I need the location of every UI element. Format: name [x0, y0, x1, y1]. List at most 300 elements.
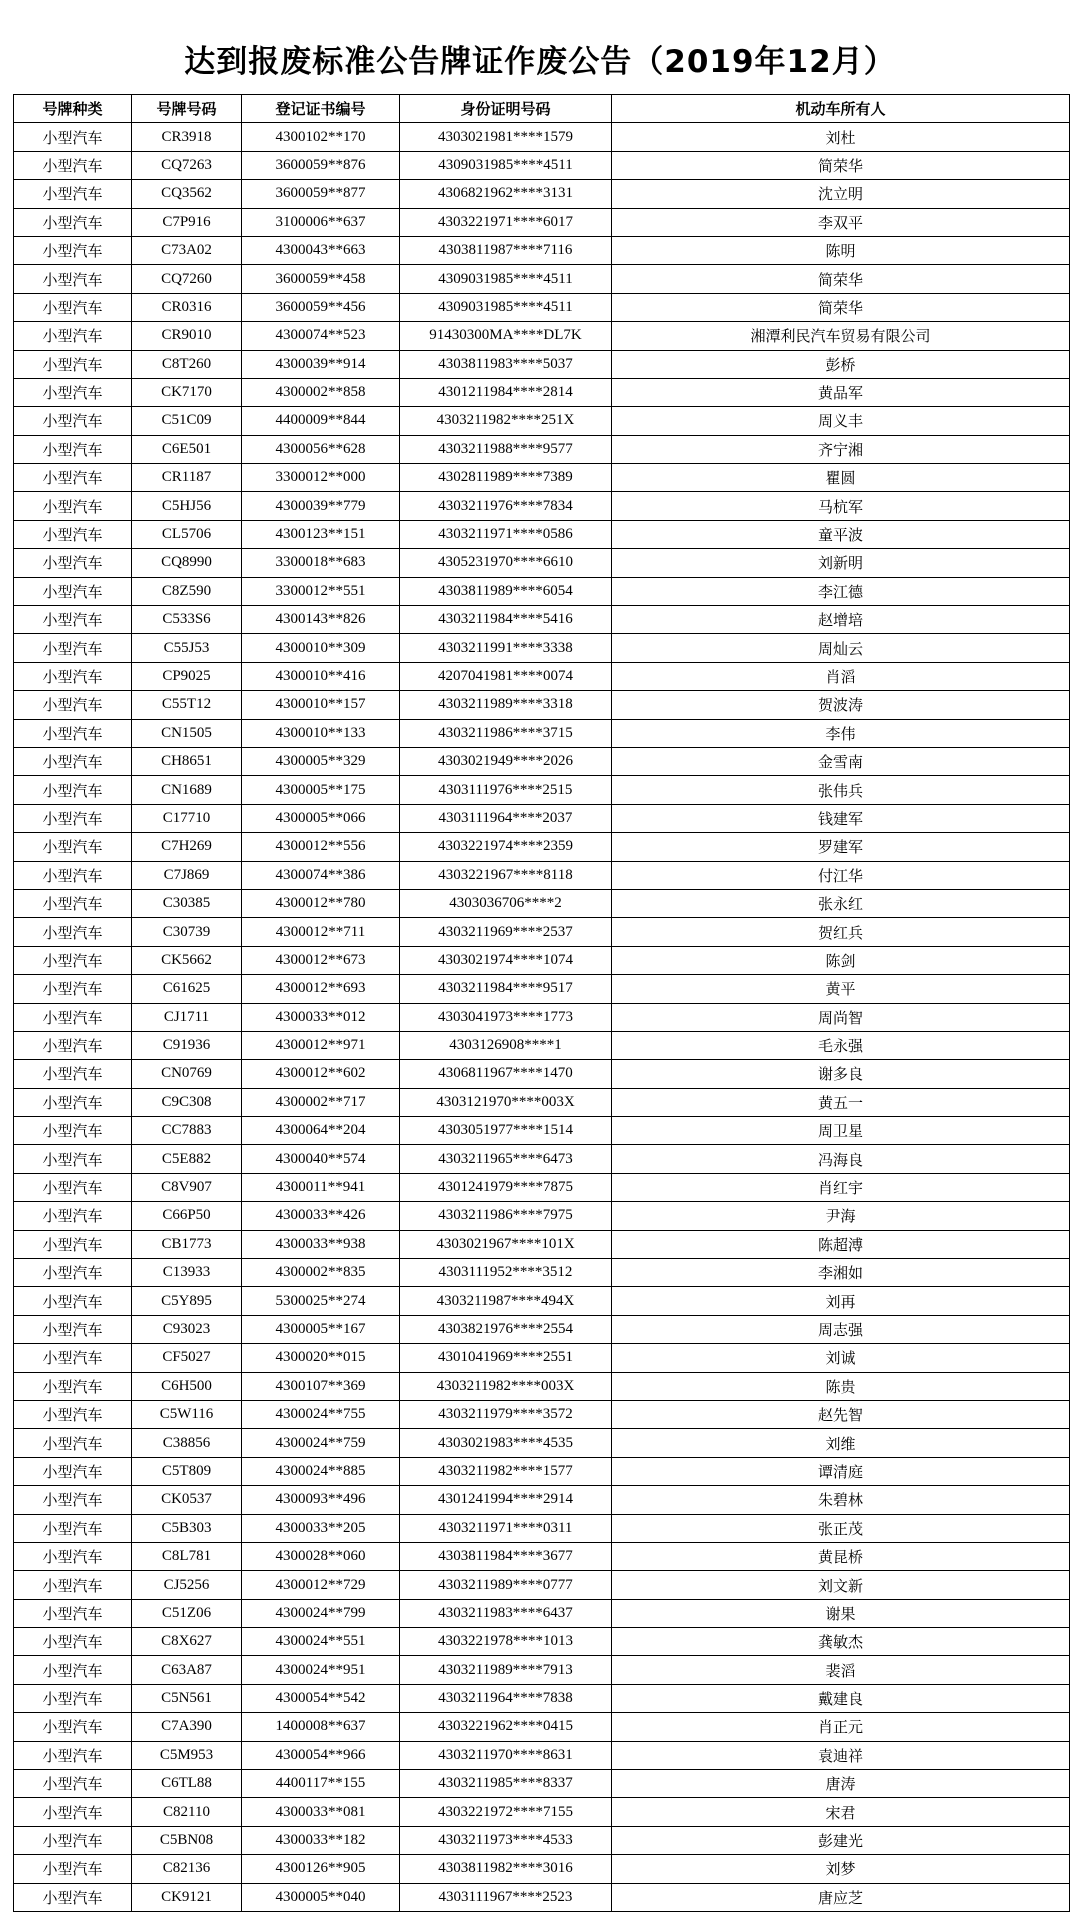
certificate-number-cell: 4300005**066	[242, 804, 400, 832]
plate-number-cell: CQ3562	[132, 180, 242, 208]
plate-type-cell: 小型汽车	[14, 1315, 132, 1343]
table-row	[14, 1826, 1070, 1854]
id-number-cell: 4303211986****3715	[400, 719, 612, 747]
table-row	[14, 776, 1070, 804]
id-number-cell: 4309031985****4511	[400, 293, 612, 321]
id-number-cell: 4303211991****3338	[400, 634, 612, 662]
owner-cell: 陈超溥	[612, 1230, 1070, 1258]
plate-type-cell: 小型汽车	[14, 946, 132, 974]
plate-type-cell: 小型汽车	[14, 293, 132, 321]
id-number-cell: 4303211973****4533	[400, 1826, 612, 1854]
id-number-cell: 4303021974****1074	[400, 946, 612, 974]
plate-number-cell: CB1773	[132, 1230, 242, 1258]
plate-number-cell: CQ7263	[132, 151, 242, 179]
table-row	[14, 1259, 1070, 1287]
table-row	[14, 265, 1070, 293]
id-number-cell: 4303211989****3318	[400, 691, 612, 719]
table-row	[14, 1372, 1070, 1400]
table-row	[14, 1656, 1070, 1684]
plate-type-cell: 小型汽车	[14, 634, 132, 662]
plate-type-cell: 小型汽车	[14, 1372, 132, 1400]
owner-cell: 钱建军	[612, 804, 1070, 832]
table-row	[14, 1344, 1070, 1372]
plate-number-cell: CK5662	[132, 946, 242, 974]
plate-number-cell: C8T260	[132, 350, 242, 378]
owner-cell: 罗建军	[612, 833, 1070, 861]
certificate-number-cell: 4300074**386	[242, 861, 400, 889]
owner-cell: 赵先智	[612, 1400, 1070, 1428]
plate-number-cell: C5B303	[132, 1514, 242, 1542]
table-row	[14, 322, 1070, 350]
plate-type-cell: 小型汽车	[14, 123, 132, 151]
id-number-cell: 4303211984****9517	[400, 975, 612, 1003]
plate-number-cell: CC7883	[132, 1117, 242, 1145]
plate-type-cell: 小型汽车	[14, 378, 132, 406]
certificate-number-cell: 5300025**274	[242, 1287, 400, 1315]
id-number-cell: 4303211983****6437	[400, 1599, 612, 1627]
certificate-number-cell: 4300024**759	[242, 1429, 400, 1457]
certificate-number-cell: 4300012**693	[242, 975, 400, 1003]
id-number-cell: 4303211976****7834	[400, 492, 612, 520]
plate-type-cell: 小型汽车	[14, 322, 132, 350]
table-row	[14, 1628, 1070, 1656]
plate-type-cell: 小型汽车	[14, 1486, 132, 1514]
certificate-number-cell: 4300033**426	[242, 1202, 400, 1230]
plate-number-cell: C6H500	[132, 1372, 242, 1400]
plate-type-cell: 小型汽车	[14, 804, 132, 832]
table-row	[14, 861, 1070, 889]
plate-number-cell: CR9010	[132, 322, 242, 350]
table-row	[14, 1287, 1070, 1315]
id-number-cell: 4301041969****2551	[400, 1344, 612, 1372]
owner-cell: 刘杜	[612, 123, 1070, 151]
owner-cell: 彭桥	[612, 350, 1070, 378]
owner-cell: 宋君	[612, 1798, 1070, 1826]
id-number-cell: 4303221962****0415	[400, 1713, 612, 1741]
certificate-number-cell: 4300126**905	[242, 1855, 400, 1883]
plate-number-cell: CP9025	[132, 662, 242, 690]
owner-cell: 周志强	[612, 1315, 1070, 1343]
certificate-number-cell: 4300010**416	[242, 662, 400, 690]
plate-number-cell: C13933	[132, 1259, 242, 1287]
table-row	[14, 719, 1070, 747]
certificate-number-cell: 4300010**133	[242, 719, 400, 747]
plate-type-cell: 小型汽车	[14, 833, 132, 861]
certificate-number-cell: 4400009**844	[242, 407, 400, 435]
id-number-cell: 4301241979****7875	[400, 1173, 612, 1201]
owner-cell: 李伟	[612, 719, 1070, 747]
id-number-cell: 4303811984****3677	[400, 1542, 612, 1570]
id-number-cell: 4303211964****7838	[400, 1684, 612, 1712]
certificate-number-cell: 4300005**040	[242, 1883, 400, 1911]
certificate-number-cell: 4300123**151	[242, 520, 400, 548]
id-number-cell: 4303211971****0586	[400, 520, 612, 548]
certificate-number-cell: 4300024**885	[242, 1457, 400, 1485]
plate-number-cell: C533S6	[132, 606, 242, 634]
plate-type-cell: 小型汽车	[14, 1088, 132, 1116]
owner-cell: 朱碧林	[612, 1486, 1070, 1514]
certificate-number-cell: 4300024**755	[242, 1400, 400, 1428]
table-row	[14, 208, 1070, 236]
header-owner: 机动车所有人	[612, 95, 1070, 123]
table-row	[14, 151, 1070, 179]
id-number-cell: 4303211989****0777	[400, 1571, 612, 1599]
owner-cell: 黄昆桥	[612, 1542, 1070, 1570]
plate-number-cell: C5M953	[132, 1741, 242, 1769]
table-row	[14, 1770, 1070, 1798]
plate-number-cell: CK7170	[132, 378, 242, 406]
id-number-cell: 4303111964****2037	[400, 804, 612, 832]
id-number-cell: 4303811982****3016	[400, 1855, 612, 1883]
certificate-number-cell: 4300143**826	[242, 606, 400, 634]
table-row	[14, 1798, 1070, 1826]
owner-cell: 贺红兵	[612, 918, 1070, 946]
plate-number-cell: CN0769	[132, 1060, 242, 1088]
table-row	[14, 1400, 1070, 1428]
id-number-cell: 4303021981****1579	[400, 123, 612, 151]
certificate-number-cell: 4300033**205	[242, 1514, 400, 1542]
plate-type-cell: 小型汽车	[14, 1344, 132, 1372]
certificate-number-cell: 4300012**556	[242, 833, 400, 861]
id-number-cell: 91430300MA****DL7K	[400, 322, 612, 350]
owner-cell: 李双平	[612, 208, 1070, 236]
table-row	[14, 1486, 1070, 1514]
table-row	[14, 1514, 1070, 1542]
certificate-number-cell: 4300033**938	[242, 1230, 400, 1258]
owner-cell: 刘维	[612, 1429, 1070, 1457]
table-row	[14, 1883, 1070, 1911]
plate-type-cell: 小型汽车	[14, 1798, 132, 1826]
id-number-cell: 4303021949****2026	[400, 747, 612, 775]
plate-type-cell: 小型汽车	[14, 151, 132, 179]
owner-cell: 唐涛	[612, 1770, 1070, 1798]
plate-type-cell: 小型汽车	[14, 975, 132, 1003]
plate-number-cell: C8Z590	[132, 577, 242, 605]
owner-cell: 裴滔	[612, 1656, 1070, 1684]
plate-type-cell: 小型汽车	[14, 1628, 132, 1656]
table-row	[14, 1315, 1070, 1343]
table-row	[14, 123, 1070, 151]
owner-cell: 张正茂	[612, 1514, 1070, 1542]
certificate-number-cell: 3300012**000	[242, 464, 400, 492]
owner-cell: 简荣华	[612, 293, 1070, 321]
plate-type-cell: 小型汽车	[14, 861, 132, 889]
plate-number-cell: C5W116	[132, 1400, 242, 1428]
plate-number-cell: C17710	[132, 804, 242, 832]
id-number-cell: 4207041981****0074	[400, 662, 612, 690]
certificate-number-cell: 4300043**663	[242, 236, 400, 264]
certificate-number-cell: 4300107**369	[242, 1372, 400, 1400]
certificate-number-cell: 4300033**081	[242, 1798, 400, 1826]
id-number-cell: 4303221971****6017	[400, 208, 612, 236]
plate-number-cell: C30739	[132, 918, 242, 946]
certificate-number-cell: 4300012**711	[242, 918, 400, 946]
plate-number-cell: CR3918	[132, 123, 242, 151]
plate-number-cell: C7P916	[132, 208, 242, 236]
plate-type-cell: 小型汽车	[14, 1883, 132, 1911]
certificate-number-cell: 4300054**966	[242, 1741, 400, 1769]
id-number-cell: 4309031985****4511	[400, 265, 612, 293]
table-row	[14, 1429, 1070, 1457]
owner-cell: 湘潭利民汽车贸易有限公司	[612, 322, 1070, 350]
id-number-cell: 4303211986****7975	[400, 1202, 612, 1230]
owner-cell: 黄品军	[612, 378, 1070, 406]
id-number-cell: 4303211989****7913	[400, 1656, 612, 1684]
certificate-number-cell: 4300024**799	[242, 1599, 400, 1627]
plate-number-cell: C5T809	[132, 1457, 242, 1485]
certificate-number-cell: 4300020**015	[242, 1344, 400, 1372]
plate-type-cell: 小型汽车	[14, 1400, 132, 1428]
table-row	[14, 236, 1070, 264]
certificate-number-cell: 4300010**157	[242, 691, 400, 719]
table-header	[14, 95, 1070, 123]
id-number-cell: 4301211984****2814	[400, 378, 612, 406]
certificate-number-cell: 4300005**175	[242, 776, 400, 804]
certificate-number-cell: 4300002**717	[242, 1088, 400, 1116]
owner-cell: 周卫星	[612, 1117, 1070, 1145]
plate-type-cell: 小型汽车	[14, 1656, 132, 1684]
certificate-number-cell: 4300012**673	[242, 946, 400, 974]
plate-type-cell: 小型汽车	[14, 1259, 132, 1287]
owner-cell: 张永红	[612, 889, 1070, 917]
owner-cell: 肖滔	[612, 662, 1070, 690]
id-number-cell: 4303211970****8631	[400, 1741, 612, 1769]
plate-type-cell: 小型汽车	[14, 1060, 132, 1088]
owner-cell: 袁迪祥	[612, 1741, 1070, 1769]
owner-cell: 黄平	[612, 975, 1070, 1003]
table-row	[14, 378, 1070, 406]
table-row	[14, 492, 1070, 520]
owner-cell: 陈贵	[612, 1372, 1070, 1400]
owner-cell: 陈明	[612, 236, 1070, 264]
certificate-number-cell: 4300054**542	[242, 1684, 400, 1712]
certificate-number-cell: 4300024**951	[242, 1656, 400, 1684]
id-number-cell: 4303211982****1577	[400, 1457, 612, 1485]
plate-number-cell: C66P50	[132, 1202, 242, 1230]
plate-type-cell: 小型汽车	[14, 435, 132, 463]
plate-number-cell: C5Y895	[132, 1287, 242, 1315]
table-row	[14, 1230, 1070, 1258]
id-number-cell: 4303211988****9577	[400, 435, 612, 463]
plate-type-cell: 小型汽车	[14, 1770, 132, 1798]
plate-number-cell: C8L781	[132, 1542, 242, 1570]
plate-number-cell: CN1505	[132, 719, 242, 747]
table-row	[14, 1202, 1070, 1230]
table-row	[14, 1542, 1070, 1570]
plate-number-cell: CN1689	[132, 776, 242, 804]
table-row	[14, 634, 1070, 662]
owner-cell: 龚敏杰	[612, 1628, 1070, 1656]
certificate-number-cell: 4300064**204	[242, 1117, 400, 1145]
plate-number-cell: C61625	[132, 975, 242, 1003]
header-certificate-number: 登记证书编号	[242, 95, 400, 123]
plate-type-cell: 小型汽车	[14, 889, 132, 917]
certificate-number-cell: 4300033**182	[242, 1826, 400, 1854]
table-row	[14, 1855, 1070, 1883]
table-row	[14, 1684, 1070, 1712]
plate-type-cell: 小型汽车	[14, 918, 132, 946]
owner-cell: 戴建良	[612, 1684, 1070, 1712]
plate-number-cell: C73A02	[132, 236, 242, 264]
table-row	[14, 833, 1070, 861]
plate-number-cell: CR1187	[132, 464, 242, 492]
certificate-number-cell: 3600059**876	[242, 151, 400, 179]
plate-number-cell: CJ1711	[132, 1003, 242, 1031]
plate-number-cell: C7J869	[132, 861, 242, 889]
plate-number-cell: C55T12	[132, 691, 242, 719]
owner-cell: 刘再	[612, 1287, 1070, 1315]
id-number-cell: 4301241994****2914	[400, 1486, 612, 1514]
id-number-cell: 4303811989****6054	[400, 577, 612, 605]
plate-number-cell: C6E501	[132, 435, 242, 463]
certificate-number-cell: 4300012**602	[242, 1060, 400, 1088]
plate-number-cell: C91936	[132, 1031, 242, 1059]
owner-cell: 毛永强	[612, 1031, 1070, 1059]
table-row	[14, 975, 1070, 1003]
certificate-number-cell: 4300005**167	[242, 1315, 400, 1343]
plate-type-cell: 小型汽车	[14, 1713, 132, 1741]
id-number-cell: 4306811967****1470	[400, 1060, 612, 1088]
id-number-cell: 4303051977****1514	[400, 1117, 612, 1145]
owner-cell: 肖红宇	[612, 1173, 1070, 1201]
owner-cell: 瞿圆	[612, 464, 1070, 492]
id-number-cell: 4306821962****3131	[400, 180, 612, 208]
owner-cell: 马杭军	[612, 492, 1070, 520]
scrap-notice-table	[13, 94, 1070, 1912]
plate-number-cell: C5E882	[132, 1145, 242, 1173]
table-row	[14, 747, 1070, 775]
id-number-cell: 4305231970****6610	[400, 549, 612, 577]
id-number-cell: 4303221974****2359	[400, 833, 612, 861]
owner-cell: 沈立明	[612, 180, 1070, 208]
owner-cell: 谭清庭	[612, 1457, 1070, 1485]
owner-cell: 付江华	[612, 861, 1070, 889]
table-row	[14, 435, 1070, 463]
owner-cell: 李江德	[612, 577, 1070, 605]
plate-type-cell: 小型汽车	[14, 492, 132, 520]
owner-cell: 刘新明	[612, 549, 1070, 577]
plate-type-cell: 小型汽车	[14, 1202, 132, 1230]
table-row	[14, 1088, 1070, 1116]
id-number-cell: 4303211971****0311	[400, 1514, 612, 1542]
plate-type-cell: 小型汽车	[14, 1741, 132, 1769]
plate-number-cell: C38856	[132, 1429, 242, 1457]
plate-number-cell: CQ7260	[132, 265, 242, 293]
id-number-cell: 4303021967****101X	[400, 1230, 612, 1258]
certificate-number-cell: 3300018**683	[242, 549, 400, 577]
owner-cell: 刘诚	[612, 1344, 1070, 1372]
id-number-cell: 4303211982****251X	[400, 407, 612, 435]
id-number-cell: 4303221972****7155	[400, 1798, 612, 1826]
plate-type-cell: 小型汽车	[14, 1031, 132, 1059]
certificate-number-cell: 4300028**060	[242, 1542, 400, 1570]
plate-type-cell: 小型汽车	[14, 1571, 132, 1599]
owner-cell: 李湘如	[612, 1259, 1070, 1287]
id-number-cell: 4303111967****2523	[400, 1883, 612, 1911]
plate-number-cell: C82110	[132, 1798, 242, 1826]
id-number-cell: 4303811987****7116	[400, 236, 612, 264]
header-plate-type: 号牌种类	[14, 95, 132, 123]
table-row	[14, 1173, 1070, 1201]
plate-number-cell: C51Z06	[132, 1599, 242, 1627]
plate-type-cell: 小型汽车	[14, 606, 132, 634]
owner-cell: 黄五一	[612, 1088, 1070, 1116]
table-row	[14, 1003, 1070, 1031]
certificate-number-cell: 4300039**914	[242, 350, 400, 378]
table-row	[14, 889, 1070, 917]
certificate-number-cell: 4300012**971	[242, 1031, 400, 1059]
owner-cell: 谢多良	[612, 1060, 1070, 1088]
plate-number-cell: CH8651	[132, 747, 242, 775]
id-number-cell: 4303211987****494X	[400, 1287, 612, 1315]
certificate-number-cell: 4300024**551	[242, 1628, 400, 1656]
plate-type-cell: 小型汽车	[14, 719, 132, 747]
plate-number-cell: C93023	[132, 1315, 242, 1343]
certificate-number-cell: 4300011**941	[242, 1173, 400, 1201]
plate-number-cell: CR0316	[132, 293, 242, 321]
table-row	[14, 662, 1070, 690]
plate-number-cell: C7H269	[132, 833, 242, 861]
plate-type-cell: 小型汽车	[14, 350, 132, 378]
plate-number-cell: C5BN08	[132, 1826, 242, 1854]
owner-cell: 金雪南	[612, 747, 1070, 775]
table-row	[14, 180, 1070, 208]
table-row	[14, 946, 1070, 974]
id-number-cell: 4303111976****2515	[400, 776, 612, 804]
plate-type-cell: 小型汽车	[14, 1514, 132, 1542]
plate-number-cell: C51C09	[132, 407, 242, 435]
table-row	[14, 464, 1070, 492]
plate-type-cell: 小型汽车	[14, 662, 132, 690]
owner-cell: 贺波涛	[612, 691, 1070, 719]
id-number-cell: 4303211985****8337	[400, 1770, 612, 1798]
plate-number-cell: C8X627	[132, 1628, 242, 1656]
plate-type-cell: 小型汽车	[14, 1599, 132, 1627]
table-row	[14, 691, 1070, 719]
plate-number-cell: C6TL88	[132, 1770, 242, 1798]
certificate-number-cell: 4300002**835	[242, 1259, 400, 1287]
plate-number-cell: CL5706	[132, 520, 242, 548]
plate-type-cell: 小型汽车	[14, 1429, 132, 1457]
owner-cell: 周义丰	[612, 407, 1070, 435]
id-number-cell: 4303021983****4535	[400, 1429, 612, 1457]
id-number-cell: 4303126908****1	[400, 1031, 612, 1059]
table-row	[14, 407, 1070, 435]
certificate-number-cell: 4300002**858	[242, 378, 400, 406]
id-number-cell: 4302811989****7389	[400, 464, 612, 492]
owner-cell: 刘文新	[612, 1571, 1070, 1599]
header-row	[14, 95, 1070, 123]
certificate-number-cell: 3600059**456	[242, 293, 400, 321]
plate-number-cell: C82136	[132, 1855, 242, 1883]
owner-cell: 童平波	[612, 520, 1070, 548]
plate-number-cell: C30385	[132, 889, 242, 917]
owner-cell: 周灿云	[612, 634, 1070, 662]
table-row	[14, 1060, 1070, 1088]
plate-type-cell: 小型汽车	[14, 1826, 132, 1854]
table-row	[14, 350, 1070, 378]
document-title: 达到报废标准公告牌证作废公告（2019年12月）	[184, 44, 896, 80]
certificate-number-cell: 4300102**170	[242, 123, 400, 151]
plate-type-cell: 小型汽车	[14, 1117, 132, 1145]
certificate-number-cell: 4300005**329	[242, 747, 400, 775]
owner-cell: 张伟兵	[612, 776, 1070, 804]
table-row	[14, 520, 1070, 548]
plate-type-cell: 小型汽车	[14, 1173, 132, 1201]
certificate-number-cell: 1400008**637	[242, 1713, 400, 1741]
id-number-cell: 4303221967****8118	[400, 861, 612, 889]
plate-type-cell: 小型汽车	[14, 577, 132, 605]
